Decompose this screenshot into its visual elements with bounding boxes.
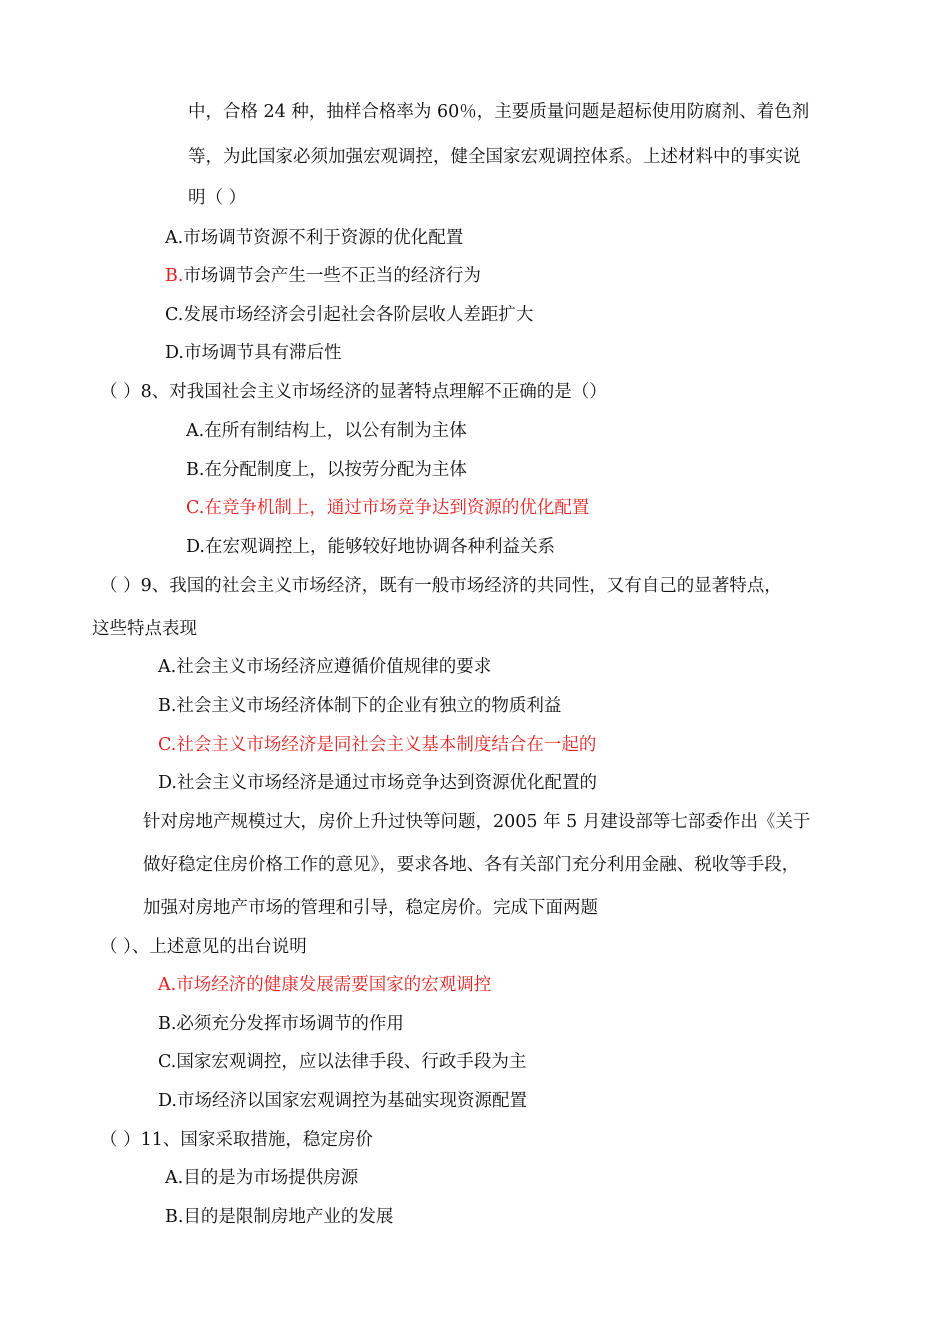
q10-option-a-answer: A.市场经济的健康发展需要国家的宏观调控 bbox=[158, 975, 492, 995]
q11-option-a: A.目的是为市场提供房源 bbox=[165, 1168, 359, 1188]
q9-option-a: A.社会主义市场经济应遵循价值规律的要求 bbox=[158, 657, 492, 677]
q7-answer-marker: B. bbox=[165, 266, 184, 286]
q9-option-d: D.社会主义市场经济是通过市场竞争达到资源优化配置的 bbox=[158, 773, 597, 793]
q10-stem: （ ）、上述意见的出台说明 bbox=[100, 937, 307, 957]
q7-option-a: A.市场调节资源不利于资源的优化配置 bbox=[165, 228, 464, 248]
q9-option-c-answer: C.社会主义市场经济是同社会主义基本制度结合在一起的 bbox=[158, 735, 597, 755]
q8-option-b: B.在分配制度上，以按劳分配为主体 bbox=[186, 460, 467, 480]
q7-option-c: C.发展市场经济会引起社会各阶层收人差距扩大 bbox=[165, 305, 534, 325]
q10-option-c: C.国家宏观调控，应以法律手段、行政手段为主 bbox=[158, 1052, 527, 1072]
q9-stem-line-1: （ ）9、我国的社会主义市场经济，既有一般市场经济的共同性，又有自己的显著特点， bbox=[100, 576, 782, 596]
q9-stem-line-2: 这些特点表现 bbox=[92, 619, 197, 639]
q10-option-d: D.市场经济以国家宏观调控为基础实现资源配置 bbox=[158, 1091, 527, 1111]
q9-option-b: B.社会主义市场经济体制下的企业有独立的物质利益 bbox=[158, 696, 562, 716]
material-line-1: 针对房地产规模过大，房价上升过快等问题，2005 年 5 月建设部等七部委作出《关于 bbox=[143, 812, 811, 832]
material-line-3: 加强对房地产市场的管理和引导，稳定房价。完成下面两题 bbox=[143, 898, 598, 918]
q8-option-a: A.在所有制结构上，以公有制为主体 bbox=[186, 421, 467, 441]
q10-option-b: B.必须充分发挥市场调节的作用 bbox=[158, 1014, 404, 1034]
intro-line-2: 等，为此国家必须加强宏观调控，健全国家宏观调控体系。上述材料中的事实说 bbox=[188, 147, 801, 167]
q8-stem: （ ）8、对我国社会主义市场经济的显著特点理解不正确的是（） bbox=[100, 382, 607, 402]
q7-option-b-text: 市场调节会产生一些不正当的经济行为 bbox=[183, 266, 481, 286]
q7-option-d: D.市场调节具有滞后性 bbox=[165, 343, 342, 363]
q11-option-b: B.目的是限制房地产业的发展 bbox=[165, 1207, 394, 1227]
intro-line-3: 明（ ） bbox=[188, 188, 247, 208]
q7-option-b bbox=[165, 264, 481, 288]
q8-option-c-answer: C.在竞争机制上，通过市场竞争达到资源的优化配置 bbox=[186, 498, 590, 518]
q11-stem: （ ）11、国家采取措施，稳定房价 bbox=[100, 1130, 373, 1150]
intro-line-1: 中，合格 24 种，抽样合格率为 60％，主要质量问题是超标使用防腐剂、着色剂 bbox=[188, 102, 810, 122]
q8-option-d: D.在宏观调控上，能够较好地协调各种利益关系 bbox=[186, 537, 555, 557]
material-line-2: 做好稳定住房价格工作的意见》，要求各地、各有关部门充分利用金融、税收等手段， bbox=[143, 855, 800, 875]
